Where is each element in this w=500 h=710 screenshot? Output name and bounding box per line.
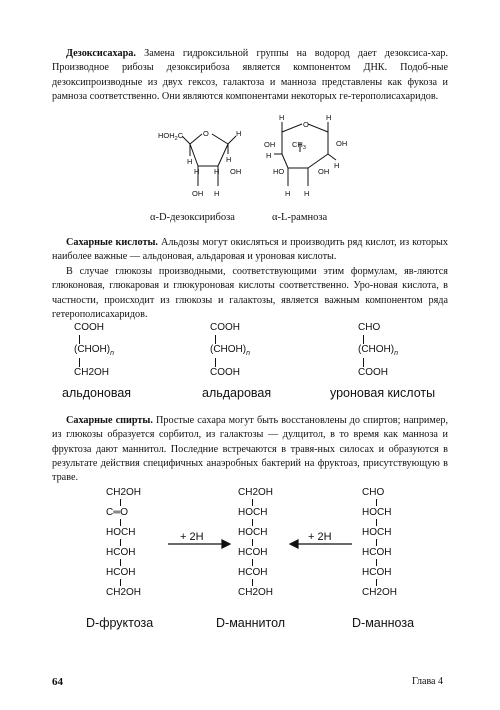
svg-text:H: H — [194, 167, 200, 176]
svg-text:H: H — [214, 167, 220, 176]
deoxyribose-bond — [182, 136, 190, 144]
svg-text:OH: OH — [264, 140, 276, 149]
mannose-bond — [376, 539, 377, 546]
uronic-bottom: COOH — [358, 367, 388, 378]
aldaric-bond — [215, 335, 216, 344]
label-mannose: D-манноза — [352, 616, 415, 630]
mannitol-group: HOCH — [238, 527, 268, 538]
mannose-group: HOCH — [362, 527, 392, 538]
term-sugar-acids: Сахарные кислоты. — [66, 237, 158, 248]
fructose-group: HCOH — [106, 567, 136, 578]
fructose-group: C═O — [106, 507, 129, 518]
aldonic-top: COOH — [74, 322, 104, 333]
svg-text:O: O — [303, 120, 309, 129]
deoxyribose-bond — [212, 134, 228, 144]
deoxyribose-bond — [190, 134, 202, 144]
label-fructose: D-фруктоза — [86, 616, 154, 630]
svg-text:CH3: $CH_3$ — [292, 140, 306, 151]
svg-text:OH: OH — [230, 167, 242, 176]
fructose-bond — [120, 519, 121, 526]
paragraph-glucose-acids — [52, 265, 448, 322]
fructose-group: HOCH — [106, 527, 136, 538]
aldonic-mid: (CHOH) — [74, 344, 111, 355]
svg-text:H: H — [304, 189, 310, 198]
uronic-top: CHO — [358, 322, 381, 333]
mannose-group: HCOH — [362, 547, 392, 558]
svg-text:OH: OH — [336, 139, 348, 148]
aldaric-mid: (CHOH) — [210, 344, 247, 355]
label-uronic: уроновая кислоты — [330, 386, 436, 400]
text-glucose-acids: В случае глюкозы производными, соответствующими этим формулам, яв-ляются глюконовая, глюкаровая и глюкуроновая кислоты соответственно. Уро-новая кислота, в частности, происходит из глюкозы и галактозы, является важным компонентом ряда гетерополисахаридов. — [52, 266, 448, 320]
aldonic-sub: n — [110, 350, 115, 357]
svg-text:H: H — [279, 113, 285, 122]
uronic-bond — [363, 335, 364, 344]
fructose-group: CH2OH — [106, 487, 142, 498]
caption-rhamnose: α-L-рамноза — [272, 212, 328, 223]
mannose-bond — [376, 559, 377, 566]
uronic-bond — [363, 358, 364, 367]
rhamnose-bond — [308, 154, 328, 168]
label-mannitol: D-маннитол — [216, 616, 286, 630]
mannose-bond — [376, 499, 377, 506]
svg-text:H: H — [266, 151, 272, 160]
uronic-mid: (CHOH) — [358, 344, 395, 355]
text-sugar-alcohols: Простые сахара могут быть восстановлены до спиртов; например, из глюкозы образуется сорбитол, из галактозы — дулцитол, в то время как манноза и фруктоза дают маннитол. Последние встречаются в травя-ных силосах и образуются в результате действия специфичных анаэробных бактерий на фруктоаз, присутствующую в траве. — [52, 415, 448, 484]
aldaric-sub: n — [246, 350, 251, 357]
mannitol-bond — [252, 579, 253, 586]
svg-text:H: H — [285, 189, 291, 198]
mannitol-group: HCOH — [238, 547, 268, 558]
mannitol-group: HCOH — [238, 567, 268, 578]
svg-text:HO: HO — [273, 167, 285, 176]
rhamnose-bond — [282, 154, 288, 168]
fructose-group: CH2OH — [106, 587, 142, 598]
term-deoxysugars: Дезоксисахара. — [66, 48, 136, 59]
label-aldonic: альдоновая — [62, 386, 132, 400]
chapter-label: Глава 4 — [412, 676, 443, 687]
svg-text:HOH2C: $HOH_2C$ — [158, 131, 184, 142]
svg-text:H: H — [187, 157, 193, 166]
mannose-group: CHO — [362, 487, 385, 498]
uronic-sub: n — [394, 350, 399, 357]
mannitol-bond — [252, 499, 253, 506]
svg-text:H: H — [226, 155, 232, 164]
fructose-bond — [120, 559, 121, 566]
svg-text:H: H — [326, 113, 332, 122]
mannitol-bond — [252, 559, 253, 566]
fructose-bond — [120, 579, 121, 586]
svg-text:OH: OH — [192, 189, 204, 198]
aldonic-bond — [79, 358, 80, 367]
paragraph-deoxysugars — [52, 47, 448, 104]
mannose-group: HOCH — [362, 507, 392, 518]
arrow-left-head — [222, 540, 230, 548]
arrow-right-head — [290, 540, 298, 548]
mannose-group: CH2OH — [362, 587, 398, 598]
label-aldaric: альдаровая — [202, 386, 272, 400]
fructose-bond — [120, 539, 121, 546]
mannose-group: HCOH — [362, 567, 392, 578]
mannitol-group: CH2OH — [238, 487, 274, 498]
mannose-bond — [376, 519, 377, 526]
aldaric-bottom: COOH — [210, 367, 240, 378]
arrow-right-label: + 2H — [308, 531, 332, 543]
rhamnose-bond — [282, 124, 302, 132]
svg-text:O: O — [203, 129, 209, 138]
paragraph-sugar-acids — [52, 236, 448, 265]
caption-deoxyribose: α-D-дезоксирибоза — [150, 212, 235, 223]
mannose-bond — [376, 579, 377, 586]
paragraph-sugar-alcohols — [52, 414, 448, 485]
deoxyribose-bond — [228, 136, 236, 144]
aldaric-bond — [215, 358, 216, 367]
reaction-arrows — [150, 530, 370, 554]
mannitol-group: HOCH — [238, 507, 268, 518]
mannitol-group: CH2OH — [238, 587, 274, 598]
svg-text:OH: OH — [318, 167, 330, 176]
term-sugar-alcohols: Сахарные спирты. — [66, 415, 153, 426]
svg-text:H: H — [236, 129, 242, 138]
fructose-bond — [120, 499, 121, 506]
aldonic-bond — [79, 335, 80, 344]
aldaric-top: COOH — [210, 322, 240, 333]
text-sugar-acids: Альдозы могут окисляться и производить ряд кислот, из которых наиболее важные — альдоновая, альдаровая и уроновая кислоты. — [52, 237, 448, 263]
fructose-group: HCOH — [106, 547, 136, 558]
rhamnose-bond — [308, 124, 328, 132]
mannitol-bond — [252, 519, 253, 526]
svg-text:H: H — [334, 161, 340, 170]
ring-structures-figure — [140, 112, 370, 222]
svg-text:H: H — [214, 189, 220, 198]
text-deoxysugars: Замена гидроксильной группы на водород дает дезоксиса-хар. Производное рибозы дезоксирибоза является компонентом ДНК. Подоб-ные дезоксипроизводные из двух гексоз, галактоза и манноза представлены как фукоза и рамноза соответственно. Они являются компонентами некоторых ге-терополисахаридов. — [52, 48, 448, 102]
aldonic-bottom: CH2OH — [74, 367, 110, 378]
rhamnose-bond — [328, 154, 336, 160]
page-number: 64 — [52, 676, 63, 688]
arrow-left-label: + 2H — [180, 531, 204, 543]
